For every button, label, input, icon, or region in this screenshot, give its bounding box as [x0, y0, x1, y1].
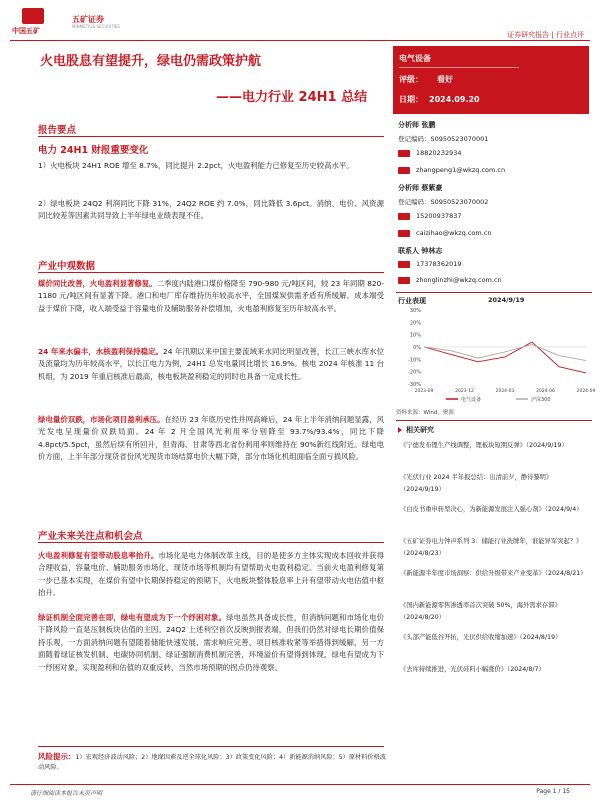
- x-tick-label: 2024-03: [495, 389, 515, 394]
- phone-icon: [398, 213, 410, 220]
- risk-label: 风险提示：: [38, 752, 76, 761]
- footer-divider: [10, 784, 590, 785]
- section-3-heading: 产业未来关注点和机会点: [38, 531, 143, 542]
- section-1-para-1: 1）火电板块 24H1 ROE 增至 8.7%，同比提升 2.2pct，火电盈利能力已修复至历史较高水平。: [38, 161, 354, 170]
- related-item[interactable]: 《白皮书重申转型决心，为新能源发展注入强心剂》（2024/9/4）: [400, 506, 583, 513]
- industry-name: 电气设备: [399, 54, 431, 63]
- section-2-para-1: 煤价同比改善，火电盈利显著修复。二季度内陆港口煤价格降至 790-980 元/吨区间，较 23 年同期 820-1180 元/吨区间有显著下降。港口和电厂库存维持历年较高水平，全国煤炭供需矛盾有所缓解。成本端受益于煤价下降，收入端受益于容量电价及辅助服务补偿增加，火电盈利修复至历年较高水平。: [38, 279, 384, 313]
- info-panel: [393, 46, 589, 114]
- date-value: 2024.09.20: [429, 95, 480, 104]
- phone-icon: [398, 150, 410, 157]
- section-1-para-2: 2）绿电板块 24Q2 利润同比下降 31%，24Q2 ROE 约 7.0%，同比降低 3.6pct。消纳、电价、风资源同比较差等因素共同导致上半年绿电业绩表现不佳。: [38, 199, 384, 221]
- related-item[interactable]: 《国内新能源零售渗透率首次突破 50%，海外需求存滞》（2024/8/20）: [400, 602, 561, 621]
- analyst-2-phone-row: [398, 212, 462, 220]
- rating-value: 看好: [437, 75, 453, 84]
- related-item[interactable]: 《新能源半年度市场洞察：供给升级带来产业变革》（2024/8/21）: [400, 570, 587, 577]
- related-item[interactable]: 《五矿证券电力钟声系列 3：储能行业洗牌年，谁能异军突起？》（2024/8/23）: [400, 538, 583, 557]
- section-2-heading: 产业中观数据: [38, 261, 96, 272]
- title-line1: 火电股息有望提升，绿电仍需政策护航: [40, 54, 262, 69]
- section-1-heading: 电力 24H1 财报重要变化: [38, 145, 149, 156]
- date-row: [399, 94, 480, 105]
- related-item[interactable]: 《去库持续推进，光伏硅料小幅涨价》（2024/8/7）: [400, 666, 545, 673]
- email-icon: [398, 277, 410, 284]
- analyst-2-phone: 15200937837: [416, 212, 462, 220]
- date-label: 日期：: [399, 95, 423, 104]
- related-item[interactable]: 《宁德发布锂生产线调整，锂板块短期反弹》（2024/9/19）: [400, 442, 568, 449]
- report-type: 证券研究报告 | 行业点评: [507, 31, 584, 39]
- analyst-1-email[interactable]: zhangpeng1@wkzq.com.cn: [416, 166, 506, 174]
- brand-name-en: MINMETALS SECURITIES: [72, 24, 120, 29]
- contact-phone-row: [398, 260, 462, 268]
- related-item[interactable]: 《光伏行业 2024 半年报总结：出清前夕，静待黎明》（2024/9/19）: [400, 474, 553, 493]
- contact-email[interactable]: zhonglinzhi@wkzq.com.cn: [416, 276, 502, 284]
- brand-name: 五矿证券: [72, 15, 104, 24]
- x-tick-label: 2023-09: [414, 389, 434, 394]
- legend-label: 电气设备: [461, 397, 482, 403]
- x-tick-label: 2024-06: [536, 389, 555, 394]
- series-line-0: [424, 342, 586, 373]
- logo-mark: [22, 8, 44, 24]
- y-tick-label: -20%: [408, 369, 421, 376]
- header-divider: [10, 40, 590, 41]
- analyst-1-name: 分析师 张鹏: [398, 121, 436, 129]
- y-tick-label: -30%: [408, 382, 421, 388]
- related-heading: 相关研究: [398, 425, 434, 435]
- related-item[interactable]: 《头部产能低谷开拓，光伏供给收缩加速》（2024/8/19）: [400, 634, 562, 641]
- section-2-para-3: 绿电量价双跌，市场化项目盈利承压。在经历 23 年底历史性并网高峰后，24 年上半年消纳问题显露，风光发电呈现量价双跌局面。24 年 2 月全国风光利用率分别降至 93.7%/93.4%，同比下降 4.8pct/5.5pct，虽然后续有所回升，但青海、甘肃等西北省份利用率则维持在 90%新红线附近。绿电电价方面，上半年部分现货省份风光现货市场结算电价大幅下降，部分市场化机组面临全面亏损风险。: [38, 415, 384, 462]
- section-2-rule: [38, 272, 384, 273]
- analyst-1-cert: 登记编码：S0950523070001: [398, 135, 489, 143]
- summary-heading: 报告要点: [38, 125, 77, 136]
- rating-label: 评级：: [399, 75, 423, 84]
- y-tick-label: 0%: [413, 345, 421, 351]
- industry-performance-chart: [396, 306, 596, 404]
- x-tick-label: 2024-09: [576, 389, 596, 394]
- analyst-2-name: 分析师 蔡紫豪: [398, 184, 443, 192]
- section-3-para-1: 火电盈利修复有望带动股息率抬升。市场化是电力体制改革主线，目的是使多方主体实现成本回收并获得合理收益，容量电价、辅助服务市场化、现货市场等机制均有望帮助火电盈利稳定。当前火电盈利修复第一步已基本实现，在煤价有望中长期保持稳定的预期下，火电板块整体股息率上升有望带动火电估值中枢抬升。: [38, 551, 384, 598]
- footer-disclaimer: 请仔细阅读本报告末页声明: [30, 790, 103, 797]
- y-tick-label: 20%: [409, 320, 421, 327]
- risk-row: [38, 752, 388, 773]
- triangle-icon: [398, 427, 402, 433]
- title-line2: ——电力行业 24H1 总结: [216, 90, 368, 105]
- summary-rule: [38, 136, 384, 137]
- section-2-para-2: 24 年来水偏丰，水核盈利保持稳定。24 年汛期以来中国主要流域来水同比明显改善，长江三峡水库水位及流量均为历年较高水平，以长江电力为例，24H1 总发电量同比增长 16.9%。核电 2024 年核准 11 台机组，为 2019 年重启核准后最高，核电板块盈利稳定的同时也具备一定成长性。: [38, 347, 384, 381]
- chart-date: 2024/9/19: [488, 296, 525, 304]
- analyst-2-cert: 登记编码：S0950523070002: [398, 198, 489, 206]
- risk-text: 1）宏观经济波动风险；2）地缘因素及逆全球化风险；3）政策变化风险；4）新能源消纳风险；5）原材料价格波动风险。: [38, 754, 386, 771]
- y-tick-label: 30%: [409, 308, 421, 314]
- analyst-2-email[interactable]: caizihao@wkzq.com.cn: [416, 229, 492, 237]
- risk-rule: [38, 746, 384, 747]
- analyst-2-email-row: [398, 229, 492, 237]
- section-3-para-2: 绿证机制全面完善在即，绿电有望成为下一个纾困对象。绿电虽然具备成长性，但消纳问题和市场化电价下降风险一直是压制板块估值的主因。24Q2 上述利空首次反映到报表端，但我们仍然对绿电长期价值保持乐观，一方面消纳问题有望随着储能快速发展、需求响应完善、项目核准收紧等举措得到缓解，另一方面随着绿证核发机制、电碳协同机制、绿证强制消费机制完善，环境溢价有望得到体现，绿电有望成为下一纾困对象，实现盈利和估值的双重反转，当然市场预期的拐点仍待观察。: [38, 613, 384, 672]
- analyst-1-phone-row: [398, 149, 462, 157]
- contact-email-row: [398, 276, 502, 284]
- page-number: Page 1 / 15: [536, 788, 570, 795]
- email-icon: [398, 167, 410, 174]
- phone-icon: [398, 261, 410, 268]
- chart-source: 资料来源：Wind，聚源: [396, 410, 454, 416]
- related-top-rule: [396, 420, 592, 421]
- email-icon: [398, 230, 410, 237]
- contact-phone: 17378362019: [416, 260, 462, 268]
- section-3-rule: [38, 542, 384, 543]
- y-tick-label: -10%: [408, 357, 421, 364]
- chart-top-rule: [396, 292, 592, 293]
- analyst-1-email-row: [398, 166, 505, 174]
- logo-text: 中国五矿: [12, 27, 40, 35]
- contact-name: 联系人 钟林志: [398, 247, 443, 255]
- x-tick-label: 2023-12: [455, 389, 474, 394]
- legend-label: 沪深300: [531, 397, 551, 403]
- chart-title: 行业表现: [398, 297, 426, 305]
- rating-row: [399, 74, 453, 85]
- analyst-1-phone: 18820232934: [416, 149, 462, 157]
- y-tick-label: 10%: [409, 332, 421, 339]
